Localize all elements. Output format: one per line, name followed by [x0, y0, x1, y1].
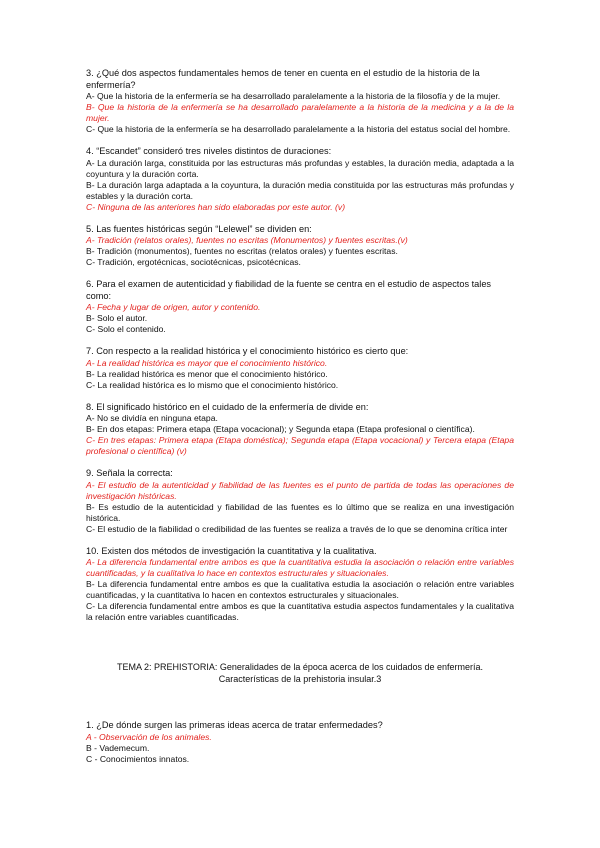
question-list	[86, 68, 514, 623]
question-title: 6. Para el examen de autenticidad y fiabilidad de la fuente se centra en el estudio de aspectos tales como:	[86, 279, 492, 301]
question-title: 3. ¿Qué dos aspectos fundamentales hemos de tener en cuenta en el estudio de la historia de la enfermería?	[86, 68, 480, 90]
document-content	[86, 68, 514, 776]
answer-option-correct: C- En tres etapas: Primera etapa (Etapa doméstica); Segunda etapa (Etapa vocacional) y Tercera etapa (Etapa profesional o científica) (v)	[86, 435, 514, 456]
question-title: 1. ¿De dónde surgen las primeras ideas acerca de tratar enfermedades?	[86, 720, 383, 730]
section-heading-line-1: TEMA 2: PREHISTORIA: Generalidades de la época acerca de los cuidados de enfermería.	[116, 662, 484, 672]
answer-option: B- Tradición (monumentos), fuentes no escritas (relatos orales) y fuentes escritas.	[86, 246, 398, 256]
answer-option: C- Solo el contenido.	[86, 324, 166, 334]
answer-option-correct: A - Observación de los animales.	[86, 731, 212, 742]
answer-option: C- La realidad histórica es lo mismo que el conocimiento histórico.	[86, 379, 339, 390]
question-block	[86, 68, 514, 135]
question-title: 10. Existen dos métodos de investigación la cuantitativa y la cualitativa.	[86, 545, 377, 556]
answer-option: A- No se dividía en ninguna etapa.	[86, 413, 218, 423]
answer-option: B- La duración larga adaptada a la coyuntura, la duración media constituida por las estructuras más profundas y estables y la duración corta.	[86, 179, 514, 201]
question-block	[86, 468, 514, 535]
answer-option-correct: A- Fecha y lugar de origen, autor y contenido.	[86, 302, 261, 312]
section-question-list	[86, 720, 514, 765]
answer-option-correct: A- Tradición (relatos orales), fuentes no escritas (Monumentos) y fuentes escritas.(v)	[86, 235, 408, 245]
answer-option-correct: A- La diferencia fundamental entre ambos es que la cuantitativa estudia la asociación o relación entre variables cuantificadas, y la cualitativa lo hace en contextos estructurales y situacionales.	[86, 557, 514, 578]
question-block	[86, 402, 514, 458]
question-title: 8. El significado histórico en el cuidado de la enfermería de divide en:	[86, 401, 369, 412]
answer-option: C- Que la historia de la enfermería se ha desarrollado paralelamente a la historia del estatus social del hombre.	[86, 124, 511, 134]
answer-option: B- Solo el autor.	[86, 313, 148, 323]
answer-option: A- Que la historia de la enfermería se ha desarrollado paralelamente a la historia de la filosofía y de la mujer.	[86, 91, 501, 101]
answer-option: B- La realidad histórica es menor que el conocimiento histórico.	[86, 368, 328, 379]
question-block	[86, 146, 514, 213]
section-heading-line-2: Características de la prehistoria insular.3	[218, 674, 382, 684]
answer-option: C- La diferencia fundamental entre ambos es que la cuantitativa estudia aspectos fundamentales y la cualitativa la relación entre variables cuantificadas.	[86, 601, 514, 622]
answer-option: B- Es estudio de la autenticidad y fiabilidad de las fuentes es lo último que se realiza en una investigación histórica.	[86, 501, 514, 523]
question-title: 4. “Escandet” consideró tres niveles distintos de duraciones:	[86, 146, 332, 156]
question-title: 9. Señala la correcta:	[86, 468, 173, 478]
section-heading	[86, 661, 514, 685]
question-block	[86, 279, 514, 335]
question-title: 7. Con respecto a la realidad histórica y el conocimiento histórico es cierto que:	[86, 346, 409, 356]
answer-option-correct: B- Que la historia de la enfermería se ha desarrollado paralelamente a la historia de la medicina y a la de la mujer.	[86, 102, 514, 123]
question-block	[86, 546, 514, 624]
question-title: 5. Las fuentes históricas según “Lelewel” se dividen en:	[86, 223, 312, 234]
answer-option-correct: A- El estudio de la autenticidad y fiabilidad de las fuentes es el punto de partida de todas las operaciones de investigación históricas.	[86, 479, 514, 501]
answer-option: C- El estudio de la fiabilidad o credibilidad de las fuentes se realiza a través de lo que se denomina crítica inter	[86, 523, 508, 534]
answer-option-correct: A- La realidad histórica es mayor que el conocimiento histórico.	[86, 357, 328, 368]
question-block	[86, 224, 514, 269]
answer-option: C - Conocimientos innatos.	[86, 753, 190, 764]
answer-option: A- La duración larga, constituida por las estructuras más profundas y estables, la duración media, adaptada a la coyuntura y la duración corta.	[86, 157, 514, 179]
question-block	[86, 346, 514, 391]
answer-option: B- La diferencia fundamental entre ambos es que la cualitativa estudia la asociación o relación entre variables cuantificadas, y la cuantitativa lo hacen en contextos estructurales y situacionales.	[86, 579, 514, 600]
question-block	[86, 720, 514, 765]
answer-option: C- Tradición, ergotécnicas, sociotécnicas, psicotécnicas.	[86, 257, 301, 267]
answer-option: B - Vademecum.	[86, 742, 150, 753]
answer-option: B- En dos etapas: Primera etapa (Etapa vocacional); y Segunda etapa (Etapa profesional o científica).	[86, 424, 475, 434]
answer-option-correct: C- Ninguna de las anteriores han sido elaboradas por este autor. (v)	[86, 201, 346, 212]
